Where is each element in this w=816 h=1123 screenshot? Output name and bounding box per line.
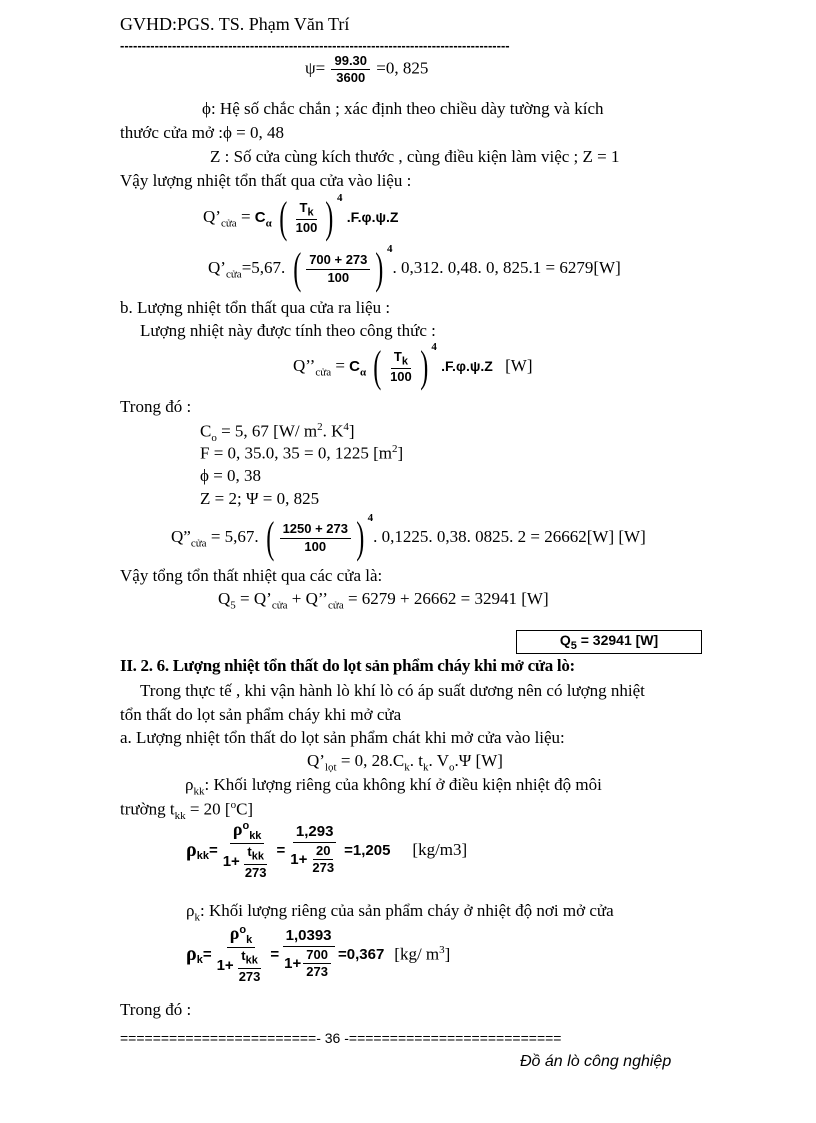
rho-k-n1-sub: k xyxy=(246,934,253,946)
formula-in-tail: .F.φ.ψ.Z xyxy=(346,208,399,225)
formula-in-frac-num-sub: k xyxy=(307,206,314,219)
calc-out-lhs-sub: cửa xyxy=(190,537,207,550)
formula-out-lhs: Q’’ xyxy=(293,355,316,375)
formula-out-frac-num: T xyxy=(393,348,402,364)
total-intro: Vậy tổng tổn thất nhiệt qua các cửa là: xyxy=(120,566,383,585)
formula-in-power: 4 xyxy=(337,192,343,205)
q-lot-q: Q’ xyxy=(307,751,325,770)
q-lot-rest1: = 0, 28.C xyxy=(336,751,405,770)
rho-k-equation xyxy=(186,924,450,984)
formula-in-frac-num: T xyxy=(299,199,308,215)
formula-out xyxy=(293,341,533,391)
rho-kk-frac2 xyxy=(287,824,342,875)
formula-out-frac-num-sub: k xyxy=(401,355,408,368)
rho-kk-line2c: C] xyxy=(236,799,254,819)
q-lot-sub: lọt xyxy=(324,761,337,774)
f-end: ] xyxy=(397,443,404,463)
rho-k-n1: ρ xyxy=(229,923,240,943)
psi-equation xyxy=(305,54,428,86)
where1-f xyxy=(200,443,403,464)
c0-end: ] xyxy=(348,421,355,441)
calc-out-tail: . 0,1225. 0,38. 0825. 2 = 26662[W] [W] xyxy=(373,526,646,546)
footer-rule: ========================- 36 -========================== xyxy=(120,1030,562,1046)
rho-kk-definition xyxy=(185,775,602,797)
rho-kk-sub: kk xyxy=(193,785,205,798)
rho-k-d1a: 1+ xyxy=(216,957,234,975)
section-2-6-para2: tổn thất do lọt sản phẩm cháy khi mở cửa xyxy=(120,705,402,724)
where1-c0 xyxy=(200,421,355,444)
calc-out-frac-den: 100 xyxy=(304,538,327,554)
c0-sub: o xyxy=(211,432,217,445)
q-lot-formula xyxy=(307,751,503,773)
calc-out-lhs: Q” xyxy=(171,526,191,546)
f-sup: 2 xyxy=(392,443,398,455)
q-lot-sub-o: o xyxy=(448,761,455,774)
rho-kk-d2-num: 20 xyxy=(313,844,333,860)
total-eq1: = Q’ xyxy=(235,589,272,608)
calc-out-paren: ( $\frac{1250 + 273}{100}$ ) xyxy=(266,513,365,562)
formula-out-unit: [W] xyxy=(505,355,533,375)
result-text: = 32941 [W] xyxy=(576,632,659,648)
total-sub1: cửa xyxy=(271,599,288,612)
formula-out-fraction xyxy=(387,350,415,385)
rho-kk-n1-sub: kk xyxy=(249,830,262,842)
q-lot-rest2: . t xyxy=(409,751,423,770)
formula-out-power: 4 xyxy=(431,341,437,354)
calc-in-frac-den: 100 xyxy=(327,269,350,285)
c0-symbol: C xyxy=(200,421,212,441)
rho-kk-sym: ρ xyxy=(185,775,194,794)
formula-out-frac-den: 100 xyxy=(390,369,412,385)
rho-kk-d2-den: 273 xyxy=(312,860,335,876)
rho-kk-frac1 xyxy=(220,820,275,880)
rho-kk-text: : Khối lượng riêng của không khí ở điều kiện nhiệt độ môi xyxy=(204,775,602,794)
rho-kk-eq-lhs: ρ xyxy=(186,838,197,861)
formula-out-coef-sub: α xyxy=(360,366,367,379)
rho-k-d2-den: 273 xyxy=(306,964,328,980)
rho-kk-d1a: 1+ xyxy=(222,853,240,871)
rho-kk-line2b: = 20 [ xyxy=(185,799,231,819)
where1-z: Z = 2; Ψ = 0, 825 xyxy=(200,489,320,508)
result-q: Q xyxy=(559,632,571,648)
total-q5: Q xyxy=(218,589,231,608)
footer-title: Đồ án lò công nghiệp xyxy=(520,1053,672,1070)
rho-kk-eq-lhs-sub: kk xyxy=(196,850,209,863)
rho-k-d2a: 1+ xyxy=(284,954,302,972)
header-rule: ------------------------------------------------------------------------------------------ xyxy=(120,38,510,53)
calc-in-tail: . 0,312. 0,48. 0, 825.1 = 6279[W] xyxy=(392,257,621,277)
c0-sup2: 4 xyxy=(343,421,349,433)
q-lot-sub-k2: k xyxy=(423,761,429,774)
section-2-6-para1: Trong thực tế , khi vận hành lò khí lò có áp suất dương nên có lượng nhiệt xyxy=(140,681,645,700)
formula-out-tail: .F.φ.ψ.Z xyxy=(441,357,493,374)
where1-phi: ϕ = 0, 38 xyxy=(200,466,262,485)
calc-in-power: 4 xyxy=(387,243,393,256)
rho-k-definition xyxy=(186,901,614,923)
formula-in-lhs-sub: cửa xyxy=(220,217,237,230)
formula-in-coef-sub: α xyxy=(265,217,272,230)
c0-mid: . K xyxy=(322,421,344,441)
phi-definition-line1: ϕ: Hệ số chắc chắn ; xác định theo chiều dày tường và kích xyxy=(202,99,604,118)
formula-in-lhs: Q’ xyxy=(203,206,221,226)
psi-denominator: 3600 xyxy=(336,70,366,86)
calc-in-lhs-sub: cửa xyxy=(225,268,242,281)
section-2-6-title: II. 2. 6. Lượng nhiệt tổn thất do lọt sản phẩm cháy khi mở cửa lò: xyxy=(120,656,575,675)
formula-in-fraction xyxy=(293,201,321,236)
total-sub2: cửa xyxy=(327,599,344,612)
c0-value: = 5, 67 [W/ m xyxy=(216,421,318,441)
rho-k-n2: 1,0393 xyxy=(283,928,335,947)
calc-in-mid: =5,67. xyxy=(241,257,286,277)
calc-out-power: 4 xyxy=(367,512,374,525)
q-lot-rest3: . V xyxy=(428,751,449,770)
rho-k-unit-sup: 3 xyxy=(439,943,445,956)
rho-kk-d2a: 1+ xyxy=(290,850,308,868)
q-lot-sub-k: k xyxy=(404,761,410,774)
rho-k-sym: ρ xyxy=(186,901,195,920)
formula-out-eq: = xyxy=(335,355,345,375)
calc-in-frac-num: 700 + 273 xyxy=(306,253,370,269)
calc-out-frac-num: 1250 + 273 xyxy=(280,522,351,538)
calc-in-paren: ( $\frac{700 + 273}{100}$ ) xyxy=(292,244,384,293)
rho-k-frac1 xyxy=(214,924,269,984)
summary-in: Vậy lượng nhiệt tổn thất qua cửa vào liệu : xyxy=(120,171,412,190)
formula-out-lhs-sub: cửa xyxy=(315,366,332,379)
total-q5-sub: 5 xyxy=(230,599,236,612)
psi-numerator: 99.30 xyxy=(331,54,370,70)
result-box xyxy=(516,630,702,654)
formula-in-frac-den: 100 xyxy=(295,220,318,236)
calc-out-fraction xyxy=(280,522,351,554)
formula-out-coef: C xyxy=(349,357,361,375)
total-equation xyxy=(218,589,549,611)
rho-k-frac2 xyxy=(281,928,336,979)
calc-out xyxy=(171,512,646,562)
rho-kk-equation xyxy=(186,820,467,880)
rho-k-eq2: = xyxy=(270,945,280,963)
phi-definition-line2: thước cửa mở :ϕ = 0, 48 xyxy=(120,123,284,142)
calc-in xyxy=(208,243,621,293)
rho-kk-result: =1,205 xyxy=(344,841,391,859)
where2-label: Trong đó : xyxy=(120,1000,192,1019)
total-eq2: + Q’’ xyxy=(287,589,328,608)
section-b-title: b. Lượng nhiệt tổn thất qua cửa ra liệu : xyxy=(120,298,391,317)
calc-in-lhs: Q’ xyxy=(208,257,226,277)
rho-kk-line2a: trường t xyxy=(120,799,175,819)
rho-kk-unit: [kg/m3] xyxy=(412,840,468,860)
rho-k-d2-num: 700 xyxy=(303,948,331,964)
where1-label: Trong đó : xyxy=(120,397,192,416)
q-lot-rest4: .Ψ [W] xyxy=(454,751,503,770)
rho-k-d1-den: 273 xyxy=(238,968,261,984)
rho-k-result: =0,367 xyxy=(337,945,385,963)
section-2-6-sub-a: a. Lượng nhiệt tổn thất do lọt sản phẩm chát khi mở cửa vào liệu: xyxy=(120,728,565,747)
z-definition: Z : Số cửa cùng kích thước , cùng điều kiện làm việc ; Z = 1 xyxy=(210,147,620,166)
rho-k-sub: k xyxy=(194,911,200,924)
rho-kk-n1: ρ xyxy=(232,819,243,839)
rho-kk-line2sub: kk xyxy=(174,810,186,823)
formula-in xyxy=(203,192,399,242)
rho-k-unit xyxy=(394,944,450,965)
total-eq3: = 6279 + 26662 = 32941 [W] xyxy=(343,589,549,608)
psi-result: =0, 825 xyxy=(376,58,429,78)
rho-k-d1-num-sub: kk xyxy=(245,954,258,967)
rho-kk-d1-num-sub: kk xyxy=(251,850,264,863)
c0-sup1: 2 xyxy=(317,421,323,433)
rho-k-d1-num: t xyxy=(241,948,246,964)
psi-fraction xyxy=(331,54,370,86)
f-value: F = 0, 35.0, 35 = 0, 1225 [m xyxy=(200,443,393,463)
calc-in-fraction xyxy=(306,253,370,285)
result-sub: 5 xyxy=(570,639,577,652)
header-supervisor: GVHD:PGS. TS. Phạm Văn Trí xyxy=(120,14,350,34)
rho-k-unit-end: ] xyxy=(444,944,451,964)
rho-kk-eq2: = xyxy=(276,841,286,859)
rho-k-eq1: = xyxy=(202,945,212,963)
rho-k-text: : Khối lượng riêng của sản phẩm cháy ở nhiệt độ nơi mở cửa xyxy=(199,901,614,920)
rho-kk-d1-den: 273 xyxy=(244,864,267,880)
section-b-intro: Lượng nhiệt này được tính theo công thức : xyxy=(140,321,436,340)
calc-out-mid: = 5,67. xyxy=(206,526,259,546)
rho-kk-n1-sup: o xyxy=(242,820,250,832)
rho-kk-line2sup: o xyxy=(230,799,237,811)
rho-k-eq-lhs: ρ xyxy=(186,942,197,965)
formula-in-paren: ( $\frac{T_k}{100}$ ) xyxy=(279,193,334,242)
formula-in-coef: C xyxy=(254,208,266,226)
psi-symbol: ψ= xyxy=(305,58,326,78)
rho-k-eq-lhs-sub: k xyxy=(196,954,203,967)
rho-k-unit-text: [kg/ m xyxy=(394,944,440,964)
rho-k-n1-sup: o xyxy=(239,924,247,936)
rho-kk-n2: 1,293 xyxy=(293,824,337,843)
formula-in-eq: = xyxy=(240,206,251,226)
formula-out-paren: ( $\frac{T_k}{100}$ ) xyxy=(373,342,429,391)
rho-kk-eq1: = xyxy=(208,841,218,859)
rho-kk-d1-num: t xyxy=(247,844,252,860)
